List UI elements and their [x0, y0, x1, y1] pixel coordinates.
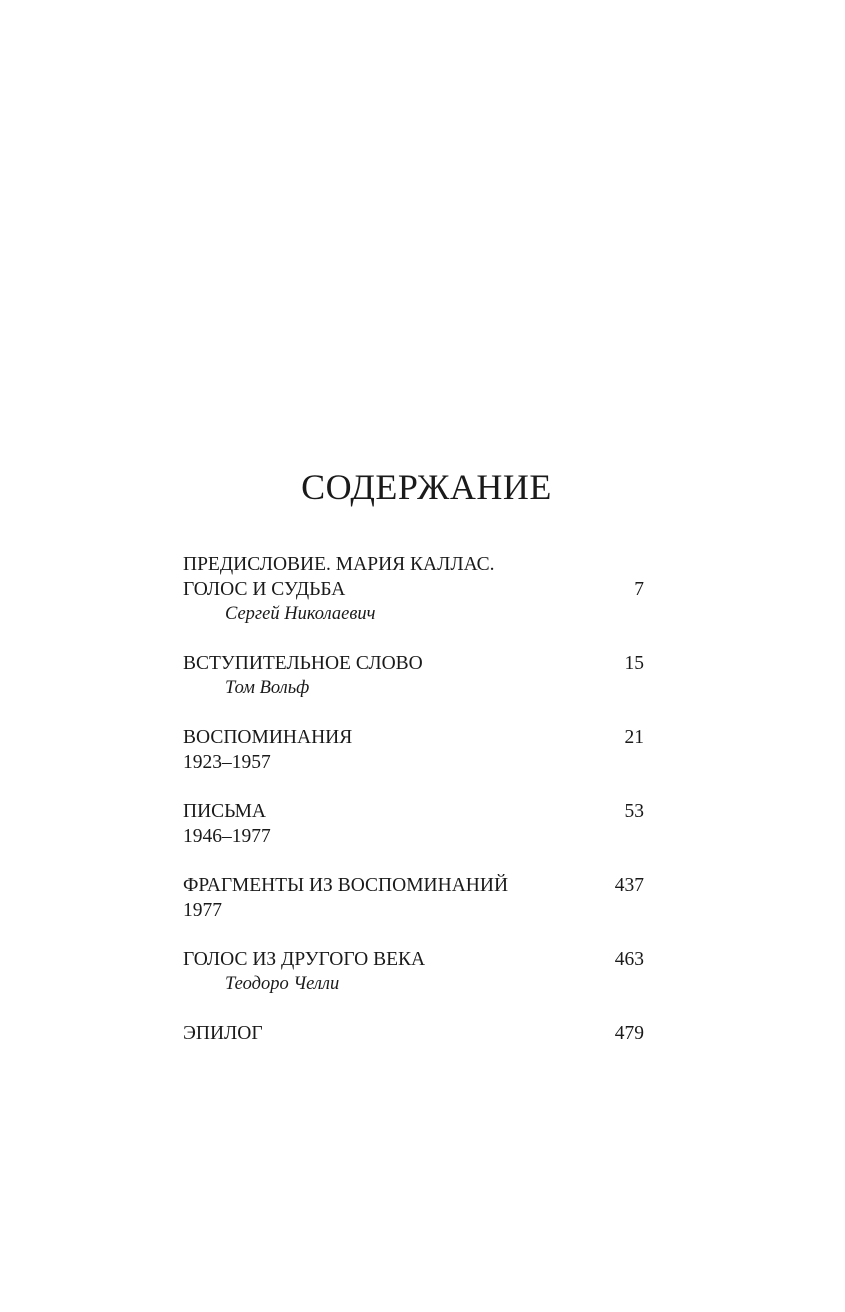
entry-title-line: ЭПИЛОГ [183, 1023, 263, 1044]
entry-title-line: ВОСПОМИНАНИЯ [183, 727, 353, 748]
entry-page-number: 53 [624, 801, 644, 822]
toc-entry-memoirs [183, 725, 644, 775]
table-of-contents [183, 552, 644, 1046]
entry-page-number: 437 [614, 875, 644, 896]
entry-page-number: 463 [614, 949, 644, 970]
entry-author: Сергей Николаевич [225, 604, 376, 624]
entry-page-number: 21 [624, 727, 644, 748]
entry-title-line: ВСТУПИТЕЛЬНОЕ СЛОВО [183, 653, 423, 674]
toc-entry-letters [183, 799, 644, 849]
entry-title-line: ГОЛОС ИЗ ДРУГОГО ВЕКА [183, 949, 426, 970]
entry-years: 1923–1957 [183, 752, 271, 773]
entry-author: Том Вольф [225, 678, 310, 698]
toc-entry-epilogue [183, 1021, 644, 1046]
toc-entry-fragments [183, 873, 644, 923]
entry-page-number: 7 [634, 579, 644, 600]
entry-years: 1946–1977 [183, 826, 271, 847]
entry-author: Теодоро Челли [225, 974, 340, 994]
entry-title-line: ПИСЬМА [183, 801, 267, 822]
entry-page-number: 15 [624, 653, 644, 674]
entry-title-line: ПРЕДИСЛОВИЕ. МАРИЯ КАЛЛАС. [183, 554, 495, 575]
entry-title-line: ГОЛОС И СУДЬБА [183, 579, 346, 600]
entry-page-number: 479 [614, 1023, 644, 1044]
page-title: СОДЕРЖАНИЕ [301, 467, 552, 507]
entry-title-line: ФРАГМЕНТЫ ИЗ ВОСПОМИНАНИЙ [183, 875, 509, 896]
toc-entry-voice [183, 947, 644, 997]
entry-years: 1977 [183, 900, 222, 921]
toc-entry-preface [183, 552, 644, 627]
toc-entry-introduction [183, 651, 644, 701]
